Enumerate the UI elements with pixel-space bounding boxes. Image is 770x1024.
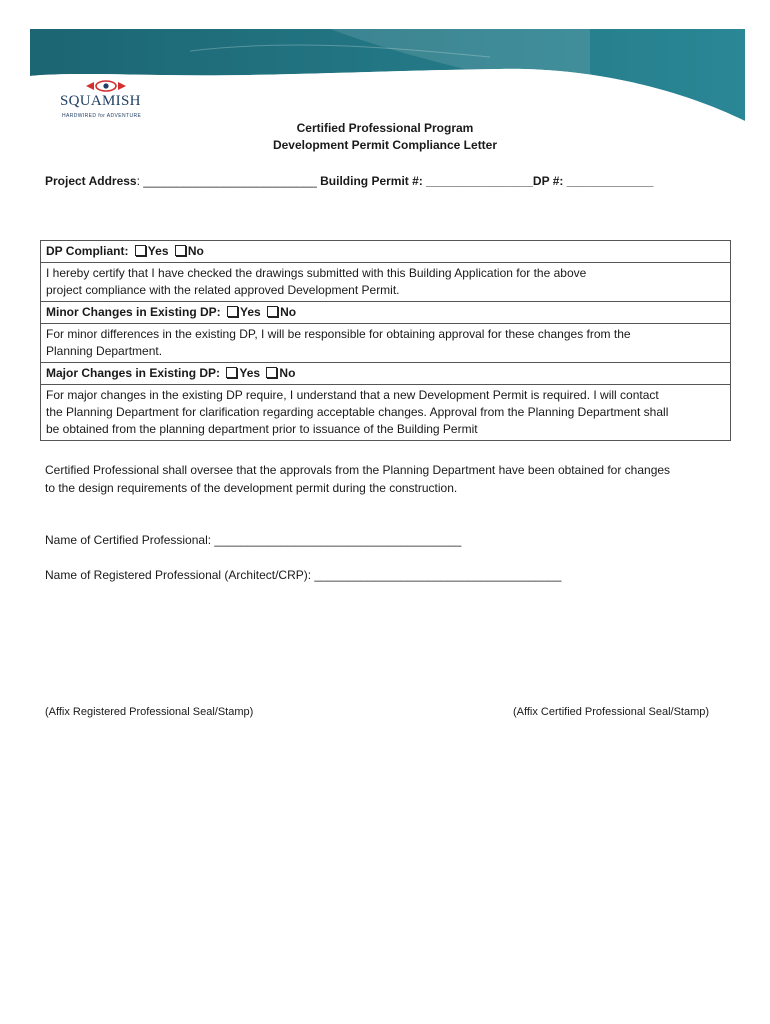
dp-compliant-yes-label: Yes	[147, 244, 169, 258]
minor-changes-no-checkbox[interactable]	[267, 306, 278, 317]
logo-emblem-icon	[84, 80, 128, 92]
major-changes-yes-checkbox[interactable]	[226, 367, 237, 378]
dp-compliant-text-line-1: I hereby certify that I have checked the drawings submitted with this Building Application for the above	[46, 266, 587, 280]
major-changes-label: Major Changes in Existing DP:	[46, 366, 221, 380]
major-changes-row	[41, 363, 730, 385]
minor-changes-text	[41, 324, 730, 363]
dp-compliant-row	[41, 241, 730, 263]
dp-compliant-no-label: No	[187, 244, 204, 258]
minor-changes-label: Minor Changes in Existing DP:	[46, 305, 221, 319]
dp-compliant-no-checkbox[interactable]	[175, 245, 186, 256]
minor-changes-text-line-2: Planning Department.	[46, 344, 163, 358]
minor-changes-yes-label: Yes	[240, 305, 261, 319]
compliance-table	[40, 240, 731, 441]
oversee-line-1: Certified Professional shall oversee that the approvals from the Planning Department have been obtained for changes	[45, 463, 671, 477]
dp-number-field[interactable]: DP #: _____________	[532, 174, 654, 188]
building-permit-field[interactable]: Building Permit #: ________________	[316, 174, 533, 188]
major-changes-text-line-1: For major changes in the existing DP require, I understand that a new Development Permit is required. I will contact	[46, 388, 659, 402]
oversee-line-2: to the design requirements of the development permit during the construction.	[45, 481, 458, 495]
title-line-2: Development Permit Compliance Letter	[272, 138, 498, 152]
registered-seal-placeholder: (Affix Registered Professional Seal/Stamp)	[45, 706, 254, 718]
certified-seal-placeholder: (Affix Certified Professional Seal/Stamp)	[513, 706, 710, 718]
major-changes-no-checkbox[interactable]	[266, 367, 277, 378]
dp-compliant-text-line-2: project compliance with the related approved Development Permit.	[46, 283, 400, 297]
dp-compliant-yes-checkbox[interactable]	[135, 245, 146, 256]
major-changes-yes-label: Yes	[239, 366, 261, 380]
major-changes-text	[41, 385, 730, 440]
registered-professional-name-field[interactable]: Name of Registered Professional (Architect/CRP): _____________________________________	[45, 568, 562, 582]
dp-compliant-label: DP Compliant:	[46, 244, 129, 258]
permit-fields-row	[45, 174, 653, 188]
document-title	[0, 120, 770, 154]
minor-changes-no-label: No	[280, 305, 297, 319]
logo-wordmark: SQUAMISH	[60, 93, 141, 109]
certified-professional-name-field[interactable]: Name of Certified Professional: _____________________________________	[45, 533, 462, 547]
major-changes-no-label: No	[279, 366, 296, 380]
major-changes-text-line-2: the Planning Department for clarification regarding acceptable changes. Approval from the Planning Department shall	[46, 405, 669, 419]
minor-changes-yes-checkbox[interactable]	[227, 306, 238, 317]
project-address-label: Project Address	[45, 174, 137, 188]
logo-tagline: HARDWIRED for ADVENTURE	[62, 113, 142, 119]
title-line-1: Certified Professional Program	[296, 121, 474, 135]
oversee-paragraph	[45, 461, 735, 497]
minor-changes-text-line-1: For minor differences in the existing DP, I will be responsible for obtaining approval for these changes from the	[46, 327, 631, 341]
squamish-logo	[58, 80, 150, 122]
project-address-field[interactable]: : __________________________	[136, 174, 317, 188]
major-changes-text-line-3: be obtained from the planning department prior to issuance of the Building Permit	[46, 422, 478, 436]
minor-changes-row	[41, 302, 730, 324]
dp-compliant-text	[41, 263, 730, 302]
